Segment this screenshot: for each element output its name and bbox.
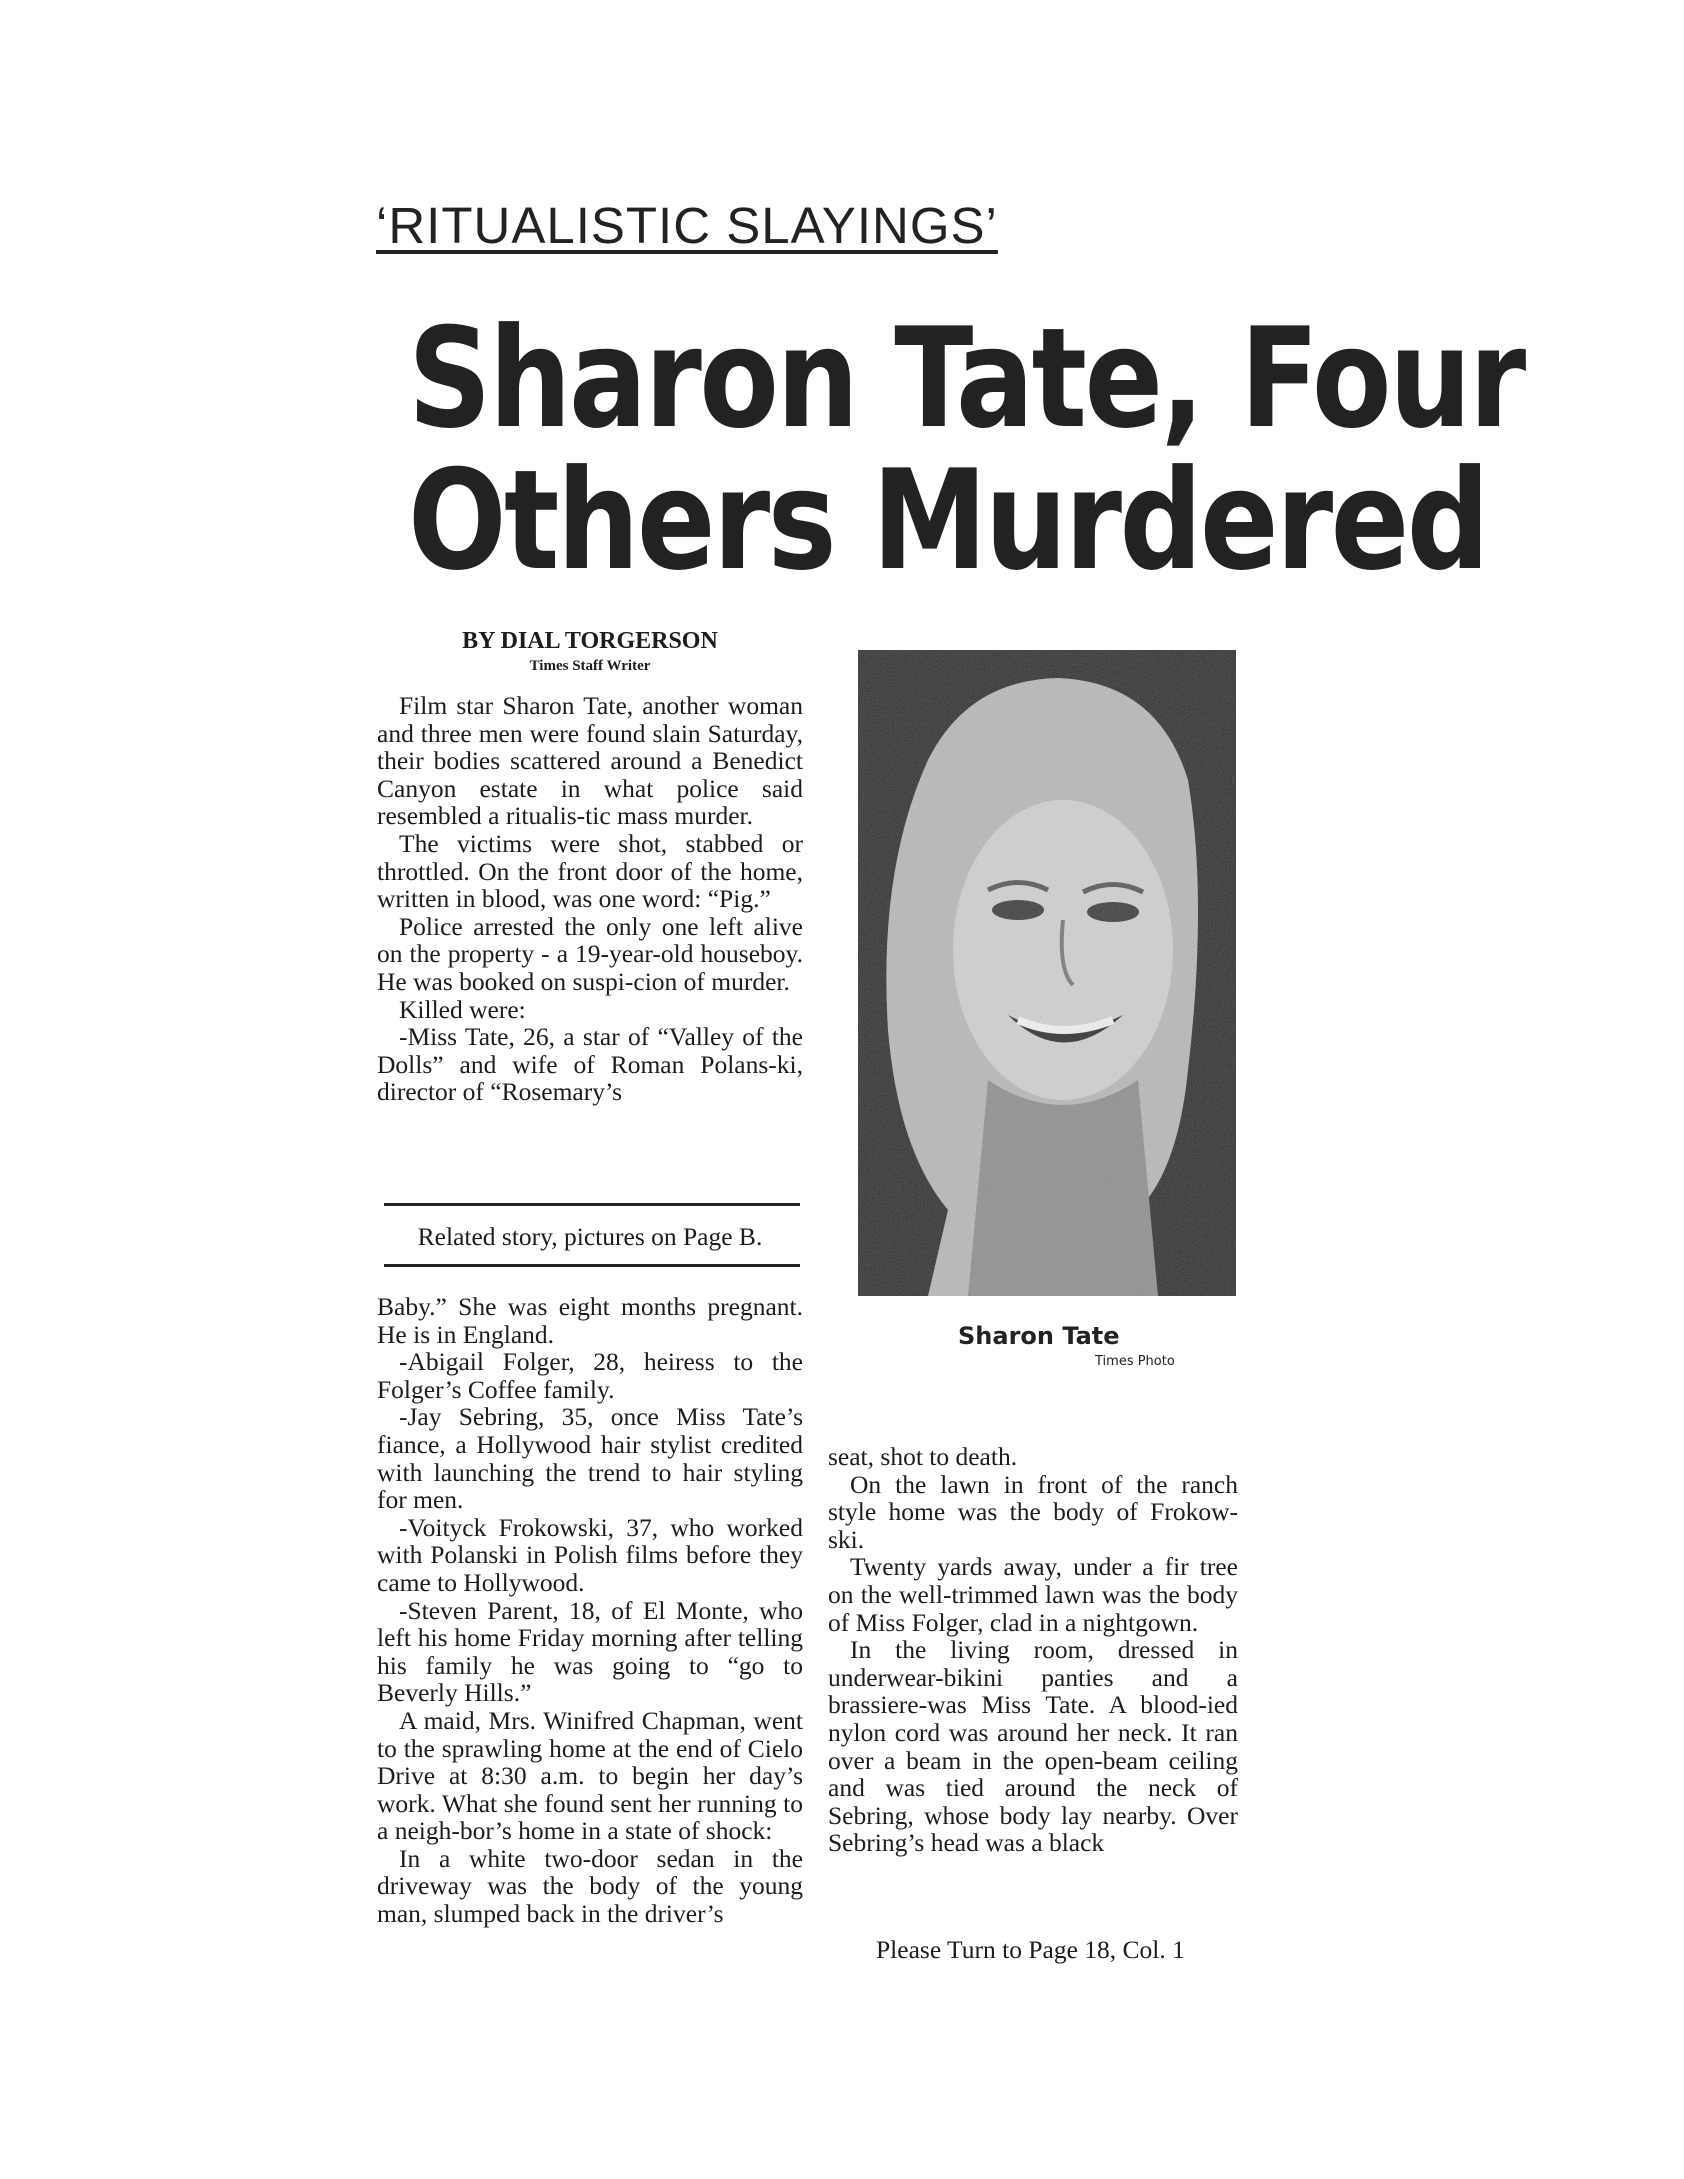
divider-rule-top xyxy=(384,1203,800,1206)
related-story-note: Related story, pictures on Page B. xyxy=(417,1222,763,1251)
paragraph: -Voityck Frokowski, 37, who worked with Polanski in Polish films before they came to Hollywood. xyxy=(377,1512,803,1597)
paragraph: -Steven Parent, 18, of El Monte, who left his home Friday morning after telling his family he was going to “go to Beverly Hills.” xyxy=(377,1595,803,1708)
paragraph: A maid, Mrs. Winifred Chapman, went to the sprawling home at the end of Cielo Drive at 8:30 a.m. to begin her day’s work. What she found sent her running to a neigh-bor’s home in a state of shock: xyxy=(377,1705,803,1846)
paragraph: Police arrested the only one left alive on the property - a 19-year-old houseboy. He was booked on suspi-cion of murder. xyxy=(377,911,803,996)
article-column-1-bottom xyxy=(377,1293,803,1928)
continuation-note: Please Turn to Page 18, Col. 1 xyxy=(876,1935,1185,1964)
paragraph: -Miss Tate, 26, a star of “Valley of the Dolls” and wife of Roman Polans-ki, director of “Rosemary’s xyxy=(377,1022,803,1107)
portrait-photo xyxy=(858,650,1236,1296)
paragraph: Killed were: xyxy=(399,994,526,1024)
article-column-2 xyxy=(828,1443,1238,1857)
paragraph: Twenty yards away, under a fir tree on the well-trimmed lawn was the body of Miss Folger, clad in a nightgown. xyxy=(828,1552,1238,1637)
article-column-1-top xyxy=(377,692,803,1106)
paragraph: In the living room, dressed in underwear-bikini panties and a brassiere-was Miss Tate. A blood-ied nylon cord was around her neck. It ran over a beam in the open-beam ceiling and was tied around the neck of Sebring, whose body lay nearby. Over Sebring’s head was a black xyxy=(828,1635,1238,1858)
portrait-photo-image xyxy=(858,650,1236,1296)
paragraph: Film star Sharon Tate, another woman and three men were found slain Saturday, their bodies scattered around a Benedict Canyon estate in what police said resembled a ritualis-tic mass murder. xyxy=(377,691,803,831)
paragraph: On the lawn in front of the ranch style home was the body of Frokow-ski. xyxy=(828,1469,1238,1554)
byline-credit: Times Staff Writer xyxy=(529,658,651,674)
headline-line-1: Sharon Tate, Four xyxy=(408,298,1524,459)
paragraph: seat, shot to death. xyxy=(828,1442,1018,1471)
byline: BY DIAL TORGERSON xyxy=(462,628,718,654)
photo-credit: Times Photo xyxy=(1095,1354,1175,1369)
paragraph: The victims were shot, stabbed or throttled. On the front door of the home, written in blood, was one word: “Pig.” xyxy=(377,828,803,914)
paragraph: -Abigail Folger, 28, heiress to the Folger’s Coffee family. xyxy=(377,1347,803,1404)
paragraph: -Jay Sebring, 35, once Miss Tate’s fiance, a Hollywood hair stylist credited with launching the trend to hair styling for men. xyxy=(377,1402,803,1515)
photo-caption: Sharon Tate xyxy=(958,1322,1120,1350)
kicker-headline: ‘RITUALISTIC SLAYINGS’ xyxy=(376,197,998,254)
headline-line-2: Others Murdered xyxy=(408,440,1488,601)
paragraph: Baby.” She was eight months pregnant. He is in England. xyxy=(377,1292,803,1349)
paragraph: In a white two-door sedan in the driveway was the body of the young man, slumped back in the driver’s xyxy=(377,1843,803,1929)
divider-rule-bottom xyxy=(384,1264,800,1267)
